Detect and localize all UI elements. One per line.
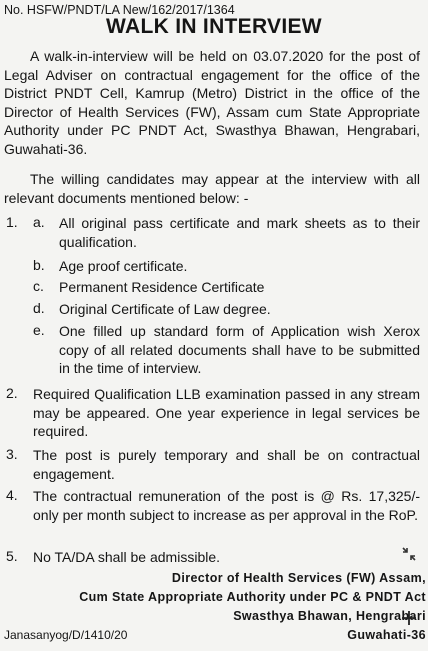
item-text: The post is purely temporary and shall be on contractual engagement.: [33, 447, 420, 482]
documents-paragraph: The willing candidates may appear at the interview with all relevant documents mentioned below: -: [4, 171, 420, 206]
subitem-text: All original pass certificate and mark sheets as to their qualification.: [59, 215, 420, 250]
item-number: 2.: [6, 385, 18, 401]
signature-line: Guwahati-36: [347, 628, 426, 642]
subitem-letter: c.: [33, 278, 44, 294]
footer-reference: Janasanyog/D/1410/20: [4, 628, 128, 642]
item-text: No TA/DA shall be admissible.: [33, 549, 221, 565]
subitem-text: Original Certificate of Law degree.: [59, 301, 271, 317]
collapse-arrows-icon[interactable]: [396, 542, 422, 566]
subitem-letter: e.: [33, 322, 45, 338]
notice-title: WALK IN INTERVIEW: [106, 15, 322, 38]
item-number: 1.: [6, 214, 18, 230]
subitem-text: Age proof certificate.: [59, 258, 188, 274]
item-number: 3.: [6, 446, 18, 462]
signature-line: Cum State Appropriate Authority under PC & PNDT Act: [79, 590, 426, 604]
item-number: 5.: [6, 548, 18, 564]
plus-icon: [401, 610, 417, 626]
signature-line: Director of Health Services (FW) Assam,: [171, 571, 426, 585]
subitem-text: Permanent Residence Certificate: [59, 279, 265, 295]
item-text: The contractual remuneration of the post is @ Rs. 17,325/- only per month subject to increase as per approval in the RoP.: [33, 488, 420, 523]
plus-icon[interactable]: [396, 606, 422, 630]
subitem-letter: a.: [33, 214, 45, 230]
signature-line: Swasthya Bhawan, Hengrabari: [233, 609, 426, 623]
reference-number: No. HSFW/PNDT/LA New/162/2017/1364: [4, 3, 235, 17]
item-number: 4.: [6, 487, 18, 503]
item-text: Required Qualification LLB examination passed in any stream may be appeared. One year experience in legal services be required.: [33, 386, 420, 440]
collapse-arrows-icon: [401, 546, 417, 562]
subitem-letter: b.: [33, 257, 45, 273]
subitem-text: One filled up standard form of Application wish Xerox copy of all related documents shall have to be submitted in the time of interview.: [59, 323, 420, 377]
subitem-letter: d.: [33, 300, 45, 316]
intro-paragraph: A walk-in-interview will be held on 03.07.2020 for the post of Legal Adviser on contractual engagement for the office of the District PNDT Cell, Kamrup (Metro) District in the office of the Director of Health Services (FW), Assam cum State Appropriate Authority under PC PNDT Act, Swasthya Bhawan, Hengrabari, Guwahati-36.: [4, 48, 420, 157]
